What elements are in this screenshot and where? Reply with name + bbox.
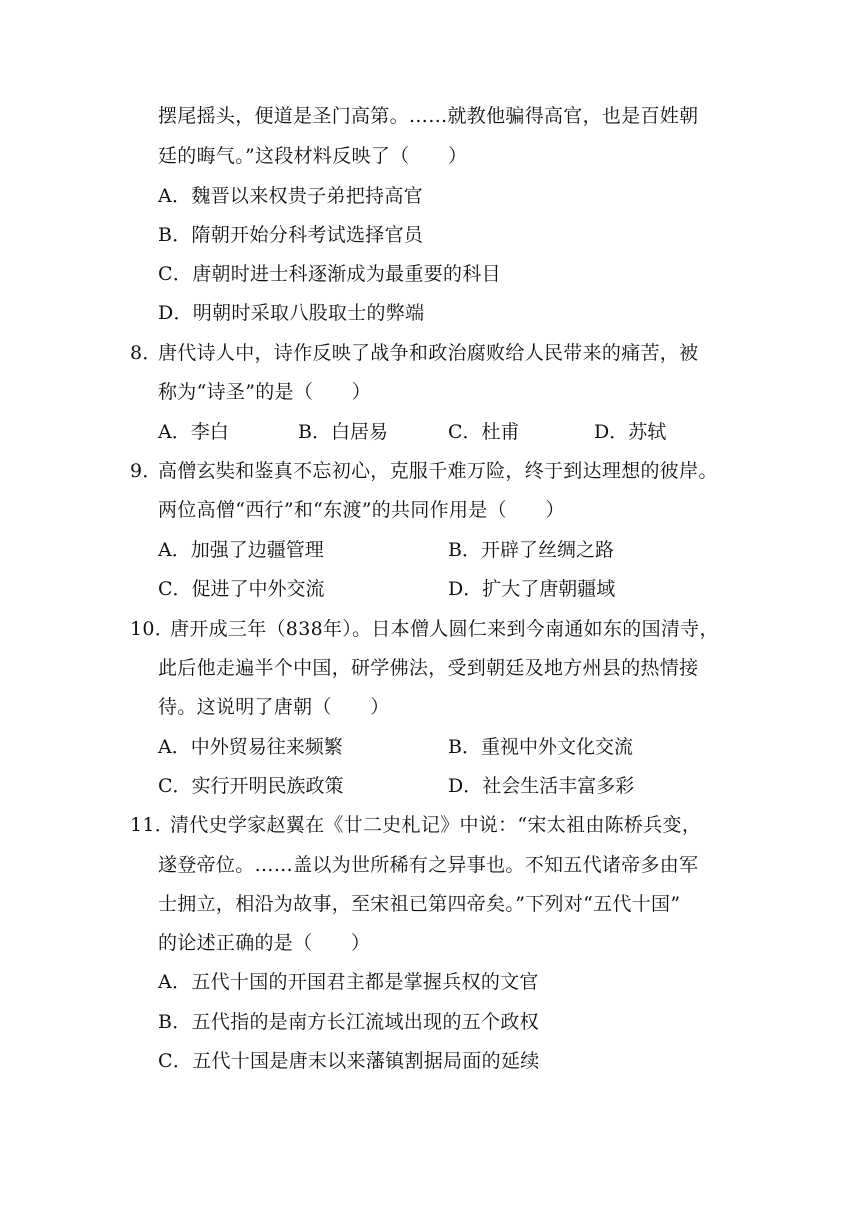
question-7-text-line-1: 摆尾摇头，便道是圣门高第。……就教他骗得高官，也是百姓朝 [158, 105, 699, 127]
question-9-option-c: C．促进了中外交流 [158, 578, 325, 600]
question-8-option-b: B．白居易 [298, 421, 388, 443]
question-10-text-line-3: 待。这说明了唐朝（ ） [158, 696, 390, 718]
question-10-option-d: D．社会生活丰富多彩 [448, 775, 635, 797]
question-7-option-b: B．隋朝开始分科考试选择官员 [158, 224, 424, 246]
question-7-option-c: C．唐朝时进士科逐渐成为最重要的科目 [158, 263, 501, 285]
question-10-option-a: A．中外贸易往来频繁 [158, 736, 343, 758]
question-10-option-b: B．重视中外文化交流 [448, 736, 633, 758]
question-9-option-d: D．扩大了唐朝疆域 [448, 578, 616, 600]
question-9-option-a: A．加强了边疆管理 [158, 539, 324, 561]
question-10-number: 10． [130, 618, 175, 640]
question-11-option-b: B．五代指的是南方长江流域出现的五个政权 [158, 1011, 539, 1033]
question-9-option-b: B．开辟了丝绸之路 [448, 539, 614, 561]
question-7-option-d: D．明朝时采取八股取士的弊端 [158, 302, 425, 324]
question-8-option-a: A．李白 [158, 421, 229, 443]
question-10-option-c: C．实行开明民族政策 [158, 775, 344, 797]
question-11-text-line-4: 的论述正确的是（ ） [158, 932, 371, 954]
question-8-option-d: D．苏轼 [594, 421, 667, 443]
question-8-text-line-1: 唐代诗人中，诗作反映了战争和政治腐败给人民带来的痛苦，被 [158, 342, 699, 364]
question-9-text-line-1: 高僧玄奘和鉴真不忘初心，克服千难万险，终于到达理想的彼岸。 [158, 460, 718, 482]
question-8-option-c: C．杜甫 [448, 421, 520, 443]
question-7-option-a: A．魏晋以来权贵子弟把持高官 [158, 185, 423, 207]
question-10-text-line-1: 唐开成三年（838年）。日本僧人圆仁来到今南通如东的国清寺， [170, 618, 719, 640]
question-8-number: 8． [130, 342, 162, 364]
question-11-text-line-3: 士拥立，相沿为故事，至宋祖已第四帝矣。”下列对“五代十国” [158, 893, 681, 915]
question-11-text-line-1: 清代史学家赵翼在《廿二史札记》中说：“宋太祖由陈桥兵变， [170, 814, 702, 836]
question-11-number: 11． [130, 814, 175, 836]
question-11-option-c: C．五代十国是唐末以来藩镇割据局面的延续 [158, 1050, 540, 1072]
question-8-text-line-2: 称为“诗圣”的是（ ） [158, 381, 372, 403]
question-9-number: 9． [130, 460, 162, 482]
question-11-text-line-2: 遂登帝位。……盖以为世所稀有之异事也。不知五代诸帝多由军 [158, 854, 699, 876]
question-7-text-line-2: 廷的晦气。”这段材料反映了（ ） [158, 145, 468, 167]
question-9-text-line-2: 两位高僧“西行”和“东渡”的共同作用是（ ） [158, 499, 565, 521]
question-11-option-a: A．五代十国的开国君主都是掌握兵权的文官 [158, 971, 539, 993]
question-10-text-line-2: 此后他走遍半个中国，研学佛法，受到朝廷及地方州县的热情接 [158, 657, 699, 679]
